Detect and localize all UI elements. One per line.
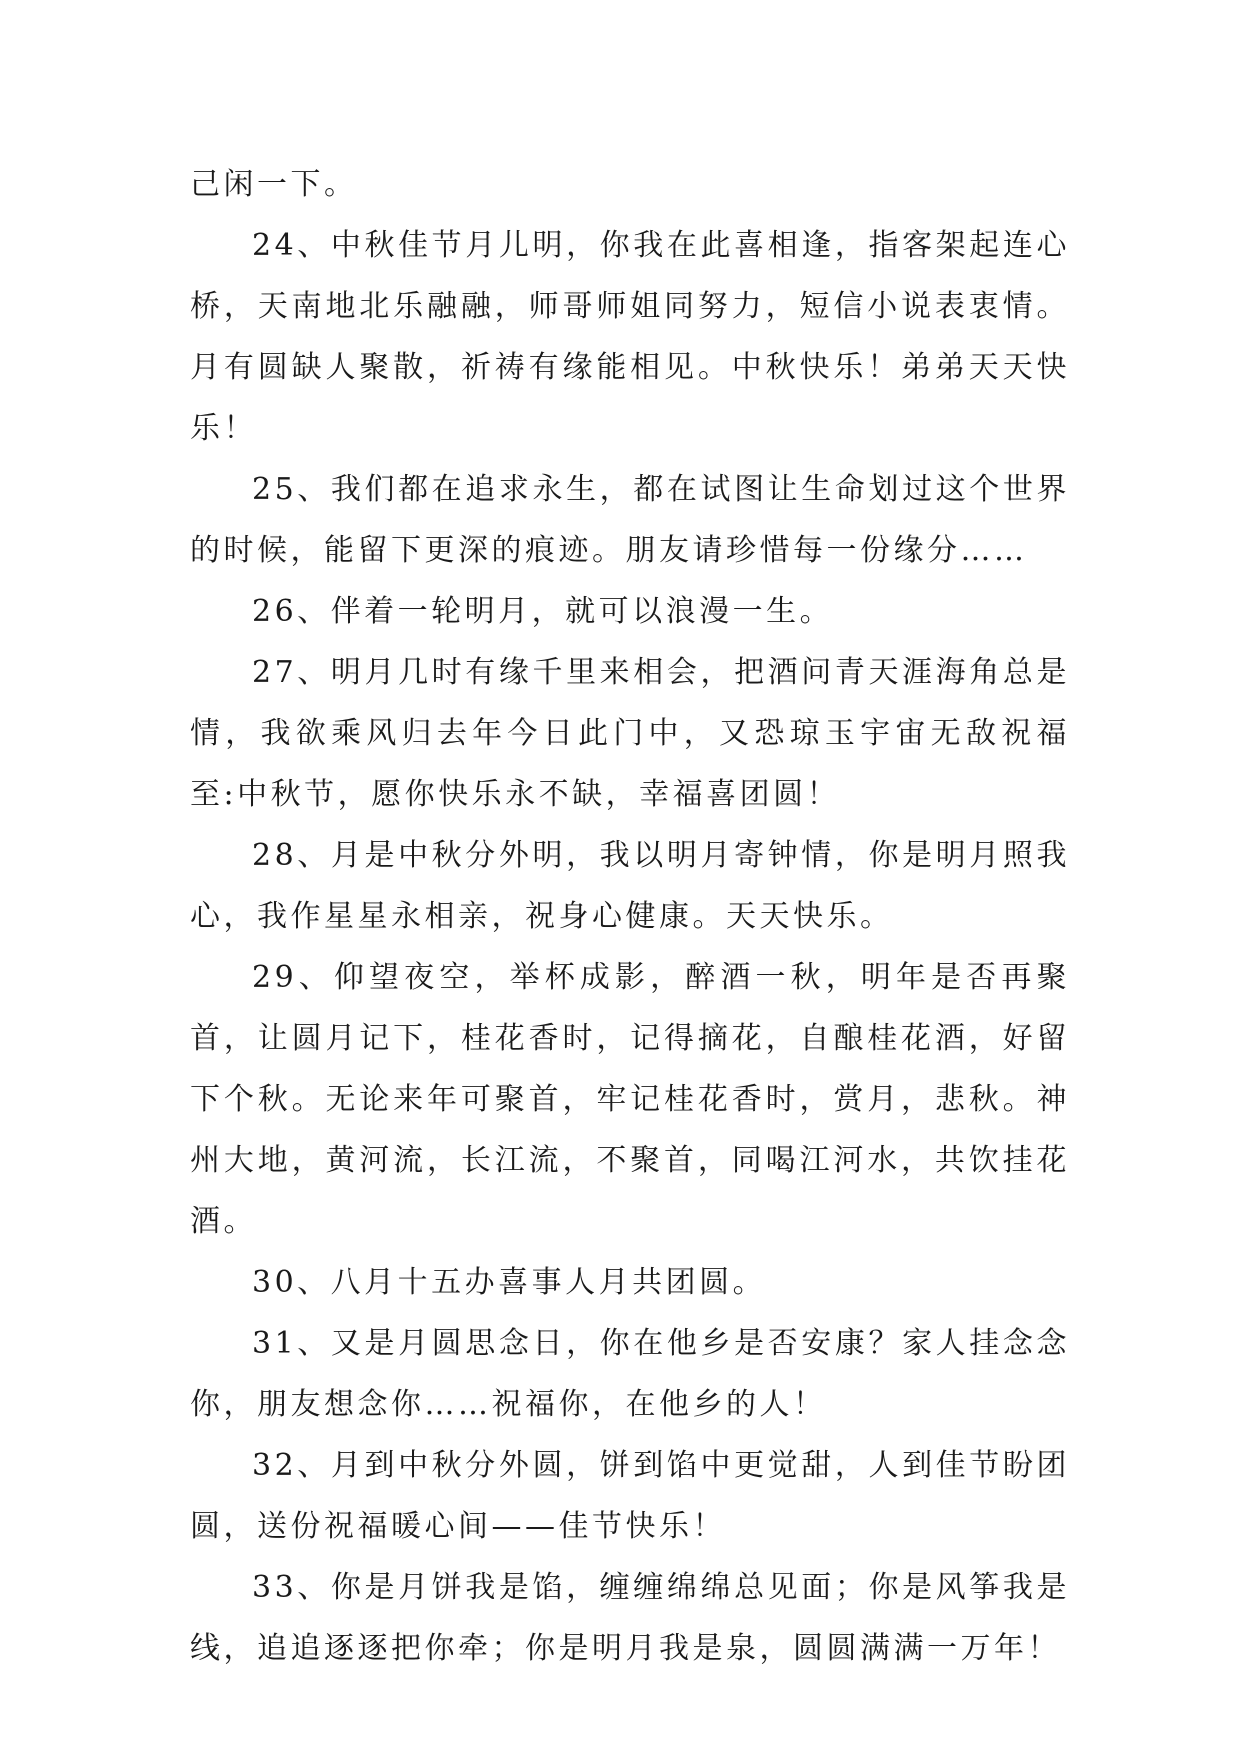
paragraph-30: 30、八月十五办喜事人月共团圆。 xyxy=(252,1265,767,1300)
paragraph-33: 33、你是月饼我是馅，缠缠绵绵总见面；你是风筝我是线，追追逐逐把你牵；你是明月我是泉，圆圆满满一万年！ xyxy=(190,1570,1070,1666)
paragraph-31: 31、又是月圆思念日，你在他乡是否安康？家人挂念念你，朋友想念你……祝福你，在他乡的人！ xyxy=(190,1326,1070,1422)
paragraph-25: 25、我们都在追求永生，都在试图让生命划过这个世界的时候，能留下更深的痕迹。朋友请珍惜每一份缘分…… xyxy=(190,472,1070,568)
paragraph-continuation: 己闲一下。 xyxy=(190,167,358,202)
paragraph-29: 29、仰望夜空，举杯成影，醉酒一秋，明年是否再聚首，让圆月记下，桂花香时，记得摘花，自酿桂花酒，好留下个秋。无论来年可聚首，牢记桂花香时，赏月，悲秋。神州大地，黄河流，长江流，不聚首，同喝江河水，共饮挂花酒。 xyxy=(190,960,1070,1239)
paragraph-24: 24、中秋佳节月儿明，你我在此喜相逢，指客架起连心桥，天南地北乐融融，师哥师姐同努力，短信小说表衷情。月有圆缺人聚散，祈祷有缘能相见。中秋快乐！弟弟天天快乐！ xyxy=(190,228,1070,446)
paragraph-32: 32、月到中秋分外圆，饼到馅中更觉甜，人到佳节盼团圆，送份祝福暖心间——佳节快乐！ xyxy=(190,1448,1070,1544)
paragraph-28: 28、月是中秋分外明，我以明月寄钟情，你是明月照我心，我作星星永相亲，祝身心健康。天天快乐。 xyxy=(190,838,1070,934)
paragraph-27: 27、明月几时有缘千里来相会，把酒问青天涯海角总是情，我欲乘风归去年今日此门中，又恐琼玉宇宙无敌祝福至:中秋节，愿你快乐永不缺，幸福喜团圆！ xyxy=(190,655,1070,812)
paragraph-26: 26、伴着一轮明月，就可以浪漫一生。 xyxy=(252,594,834,629)
document-body xyxy=(190,154,1070,1679)
